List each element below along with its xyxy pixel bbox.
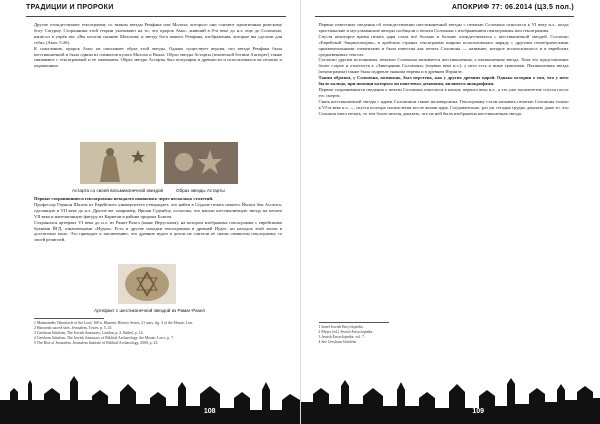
footnotes: [319, 325, 569, 345]
footnote: 4 See Gershom Scholem.: [318, 340, 357, 344]
city-skyline-silhouette: [301, 370, 600, 424]
paragraph: Согласно другим источникам, печатью Соломона называется шестиконечная, а пятиконечная звезда. Хотя это представление более старое и относится к «Завещанию Соломона» (первые века н.э.), у него есть и иные трактовки. Пятиконечная звезда (пентаграмма) также была издревле знакома евреям и в древнем Израиле.: [318, 57, 569, 75]
footnote-rule: [319, 322, 389, 323]
body-text: [34, 196, 282, 243]
paragraph: Первые известные сведения об отождествлении шестиконечной звезды с печатью Соломона относятся к VI веку н.э., когда христианские и мусульманские авторы сообщали о печати Соломона с изображением пентаграммы или гексаграммы.: [318, 22, 569, 33]
footnote: 2 Meyer (ed.) Jewish Encyclopedia.: [318, 330, 374, 334]
paragraph: Другие отождествляют гексаграмму со знаком звезды Ремфана или Молоха, которого они считают идентичным римскому богу Сатурну. Сторонники этой теории указывают на то, что пророк Амос, живший в 8-м веке до н.э. еще до Соломона, написал в упрёк им: «Вы носили скинию Молохову и звезду бога вашего Ремфана, изображения, которые вы сделали для себя» (Амос 5:26).: [34, 22, 282, 45]
city-skyline-silhouette: [0, 370, 300, 424]
footnote-rule: [34, 318, 104, 319]
bold-paragraph: Таким образом, у Соломона, возможно, был перстень, как у других древних царей. Однако истории о том, что у него было кольцо, при помощи которого он повелевал демонами, являются апокрифами.: [318, 75, 569, 87]
paragraph: Связь шестиконечной звезды с царем Соломоном также маловероятна. Гексаграмму стали называть печатью Соломона только в VI-м веке н.э. — спустя полтора тысячелетия после жизни царя. Следовательно, раз уж сегодня трудно доказать даже то, что Соломон имел печать, то тем более нельзя доказать, что на ней была изображена шестиконечная звезда.: [318, 98, 569, 116]
page-number: 109: [472, 408, 484, 415]
right-page: [301, 0, 600, 424]
paragraph: Первые сохранившиеся сведения о печати Соломона относятся к началу первого века н.э., а это уже тысячелетие спустя после его смерти.: [318, 86, 569, 98]
page-number: 108: [203, 408, 216, 415]
paragraph: Профессор Гершон Шалем из Еврейского университета утверждает, что найти в Сидоне печать некоего Йошуа бен Ассаита, сделанную в VII веке до н.э. Другие же, например, Иршан Гуденбоу, согласны, что нашли шестиконечную звезду на печати VII века и напечатанную фигуру из Кармели в районе пророка Елисея.: [34, 201, 282, 219]
figure-caption: Астарта со своей восьмиконечной звездой: [72, 188, 164, 193]
footnote: 1 Maimonides Tabernacle of the Lord, 100 n. Masonic History Series, 21 stars, fig. 3 of the Mosaic Law.: [34, 321, 194, 325]
footnote: 5 The Rise of Jerusalem, Jerusalem Institute of Biblical Archaeology, 2000, p. 23.: [34, 341, 159, 345]
footnotes: [34, 321, 282, 346]
footnote: 3 Gershom Scholem, The Jewish Sanctuary, London, p. 2. Bethel, p. 14.: [34, 331, 144, 335]
paragraph: Сохранился артефакт VI века до н.э. из Рамат-Рахел (ныне Иерусалим), на котором изображена гексаграмма с еврейскими буквами ЙГД, означающими «Иудея». Есть и другие находки гексаграммы в древней Иудее, но находок этой эпохи в достаточно мало. Это приводит к заключению, что древние иудеи в целом не считали её своим символом гексаграмму со своей религией.: [34, 219, 282, 243]
paragraph: Спустя некоторое время печать царя стала всё больше и больше отождествляться с шестиконечной звездой. Согласно «Еврейской Энциклопедии», в арабских странах гексаграмма широко использовалась наряду с другими геометрическими орнаментальными элементами и была известна как печать Соломона — название, которое использовалось и в еврейских средневековых текстах.: [318, 33, 569, 57]
astarte-relief-image: [80, 142, 156, 184]
running-header: ТРАДИЦИИ И ПРОРОКИ: [26, 4, 114, 11]
astarte-star-image: [164, 142, 238, 184]
footnote: 3 Jewish Encyclopedia, vol. 7.: [318, 335, 365, 339]
running-header: АПОКРИФ 77: 06.2014 (Ц3.5 пол.): [451, 4, 574, 11]
footnote: 1 Israel Jewish Encyclopedia.: [318, 325, 364, 329]
figure-caption: Образ звезды Астарты: [176, 188, 225, 193]
body-text: [319, 22, 569, 117]
artifact-caption: Артефакт с шестиконечной звездой из Рамат-Рахел: [94, 308, 206, 313]
footnote: 4 Gershom Scholem, The Jewish Sanctuary of Biblical Archaeology, the Mosaic Lawc, p. 7.: [34, 336, 174, 340]
footnote: 2 Hazoreah sacred sites. Jerusalem. Tower, p. 5, 25.: [34, 326, 113, 330]
header-rule: [315, 16, 575, 17]
intro-text: [34, 22, 282, 69]
header-rule: [26, 16, 286, 17]
artifact-image: [118, 264, 176, 304]
paragraph: К сожалению, пророк Амос не описывает образ этой звезды. Однако существует версия, что звезда Ремфана была шестиконечной и была одним из символов культа Молоха и Ваала. Образ звезды Астарты (языческой богини Ашторет) также связывают с гексаграммой и ее значением. Образ звезды Астарты был популярен в древности и использовался на печатях и украшениях.: [34, 45, 282, 69]
bold-paragraph: Первые сохранившиеся гексаграммы незадолго появились через несколько столетий.: [34, 196, 214, 201]
